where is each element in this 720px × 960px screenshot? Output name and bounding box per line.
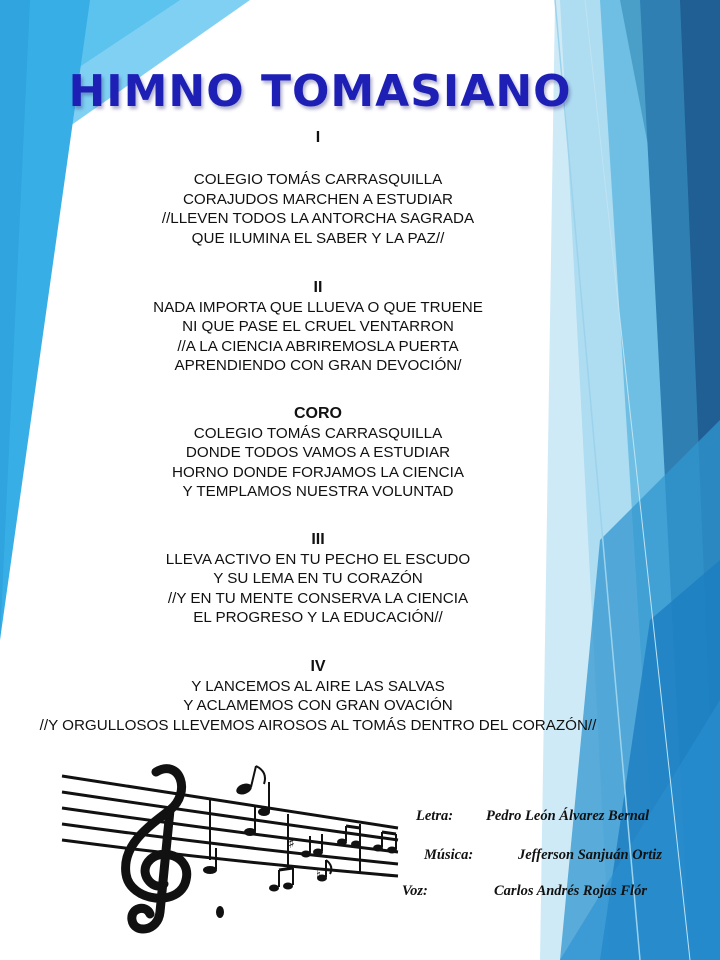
- page-title: HIMNO TOMASIANO: [68, 66, 572, 117]
- stanza-2: [0, 278, 636, 376]
- credit-name: Pedro León Álvarez Bernal: [486, 808, 650, 824]
- verse-line: DONDE TODOS VAMOS A ESTUDIAR: [185, 444, 451, 461]
- credit-letra: [416, 808, 716, 828]
- verse-line: EL PROGRESO Y LA EDUCACIÓN//: [193, 609, 443, 626]
- music-staff-clef-icon: [60, 762, 405, 942]
- credit-musica: [424, 847, 720, 867]
- verse-line: CORAJUDOS MARCHEN A ESTUDIAR: [182, 190, 454, 208]
- verse-line: Y TEMPLAMOS NUESTRA VOLUNTAD: [182, 483, 454, 500]
- stanza-heading: CORO: [294, 405, 342, 422]
- verse-line: HORNO DONDE FORJAMOS LA CIENCIA: [172, 463, 464, 481]
- stanza-4: [0, 657, 636, 735]
- verse-line: QUE ILUMINA EL SABER Y LA PAZ//: [191, 229, 445, 247]
- stanza-heading: I: [315, 129, 321, 146]
- verse-line: //LLEVEN TODOS LA ANTORCHA SAGRADA: [161, 210, 475, 227]
- stanza-1: [0, 128, 636, 148]
- credit-name: Carlos Andrés Rojas Flór: [494, 883, 647, 899]
- credit-label: Música:: [424, 847, 474, 863]
- verse-line: Y SU LEMA EN TU CORAZÓN: [213, 570, 423, 587]
- verse-line: COLEGIO TOMÁS CARRASQUILLA: [193, 171, 443, 188]
- verse-line: Y ACLAMEMOS CON GRAN OVACIÓN: [183, 697, 453, 714]
- stanza-1-lines: [0, 170, 636, 248]
- verse-line: Y LANCEMOS AL AIRE LAS SALVAS: [191, 677, 445, 695]
- stanza-chorus: [0, 404, 636, 502]
- credit-label: Voz:: [402, 883, 428, 899]
- stanza-heading: III: [311, 531, 325, 548]
- verse-line: APRENDIENDO CON GRAN DEVOCIÓN/: [174, 357, 462, 374]
- stanza-heading: IV: [310, 658, 326, 675]
- verse-line: NI QUE PASE EL CRUEL VENTARRON: [182, 318, 454, 335]
- credit-label: Letra:: [416, 808, 454, 824]
- svg-text:♯: ♯: [288, 836, 295, 852]
- verse-line: LLEVA ACTIVO EN TU PECHO EL ESCUDO: [165, 550, 471, 568]
- credit-name: Jefferson Sanjuán Ortiz: [518, 847, 662, 863]
- verse-line: COLEGIO TOMÁS CARRASQUILLA: [193, 424, 443, 442]
- verse-line: //Y ORGULLOSOS LLEVEMOS AIROSOS AL TOMÁS DENTRO DEL CORAZÓN//: [39, 716, 597, 734]
- stanza-3: [0, 530, 636, 628]
- verse-line: NADA IMPORTA QUE LLUEVA O QUE TRUENE: [153, 298, 483, 316]
- verse-line: //A LA CIENCIA ABRIREMOSLA PUERTA: [177, 337, 459, 355]
- credit-voz: [402, 883, 720, 903]
- stanza-heading: II: [313, 279, 323, 296]
- verse-line: //Y EN TU MENTE CONSERVA LA CIENCIA: [167, 589, 469, 607]
- svg-text:♮: ♮: [316, 868, 322, 884]
